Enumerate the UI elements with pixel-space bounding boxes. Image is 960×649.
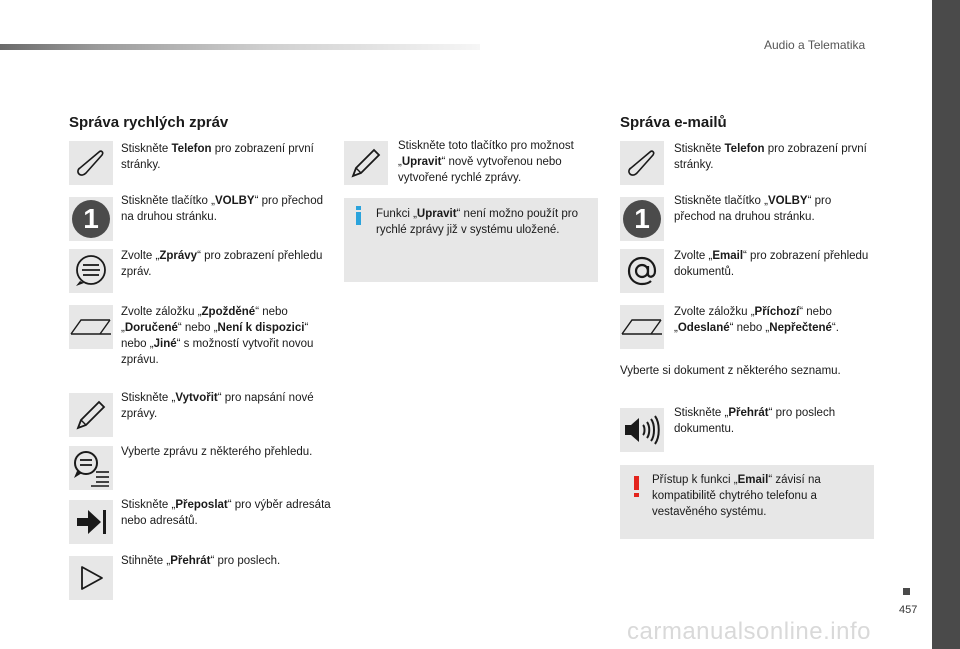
phone-icon-box bbox=[69, 141, 113, 185]
text-segment: “ pro přechod na druhou stránku. bbox=[674, 195, 832, 223]
emphasis-term: VOLBY bbox=[767, 195, 808, 207]
text-segment: “ závisí na kompatibilitě chytrého telefonu a vestavěného systému. bbox=[652, 474, 821, 518]
text-segment: “ s možností vytvořit novou zprávu. bbox=[121, 338, 314, 366]
left-step-3-text bbox=[121, 248, 331, 280]
emphasis-term: Přehrát bbox=[170, 555, 211, 567]
speaker-icon-box bbox=[620, 408, 664, 452]
text-segment: “ pro poslech. bbox=[210, 555, 281, 567]
select-list-icon bbox=[71, 448, 111, 488]
pencil-icon bbox=[349, 146, 383, 180]
text-segment: “ není možno použít pro rychlé zprávy již v systému uložené. bbox=[376, 208, 578, 236]
text-segment: Stiskněte „ bbox=[121, 392, 176, 404]
warning-text bbox=[652, 472, 868, 520]
text-segment: Stiskněte „ bbox=[674, 407, 729, 419]
select-document-text: Vyberte si dokument z některého seznamu. bbox=[620, 365, 841, 377]
info-text bbox=[376, 206, 592, 238]
text-segment: Stiskněte bbox=[121, 143, 172, 155]
left-step-6-text bbox=[121, 444, 331, 460]
text-segment: Stiskněte „ bbox=[121, 499, 176, 511]
right-step-4-text bbox=[674, 304, 874, 336]
pencil-icon bbox=[74, 398, 108, 432]
play-icon bbox=[76, 563, 106, 593]
forward-icon bbox=[74, 507, 108, 537]
text-segment: Stihněte „ bbox=[121, 555, 171, 567]
edit-pencil-icon-box bbox=[344, 141, 388, 185]
left-step-8-text bbox=[121, 553, 331, 569]
pencil-icon-box bbox=[69, 393, 113, 437]
emphasis-term: Upravit bbox=[416, 208, 457, 220]
text-segment: “ pro přechod na druhou stránku. bbox=[121, 195, 323, 223]
text-segment: Zvolte záložku „ bbox=[121, 306, 202, 318]
right-step-1-text bbox=[674, 141, 874, 173]
text-segment: Zvolte „ bbox=[674, 250, 713, 262]
emphasis-term: Vytvořit bbox=[175, 392, 218, 404]
text-segment: Zvolte „ bbox=[121, 250, 160, 262]
play-icon-box bbox=[69, 556, 113, 600]
right-step-3-text bbox=[674, 248, 874, 280]
emphasis-term: Doručené bbox=[124, 322, 178, 334]
right-step-2-text bbox=[674, 193, 874, 225]
info-icon bbox=[356, 206, 361, 226]
phone-icon bbox=[74, 146, 108, 180]
step-number: 1 bbox=[623, 200, 661, 238]
text-segment: “. bbox=[831, 322, 839, 334]
emphasis-term: Není k dispozici bbox=[217, 322, 305, 334]
tab-icon-box bbox=[69, 305, 113, 349]
emphasis-term: Odeslané bbox=[677, 322, 730, 334]
left-step-7-text bbox=[121, 497, 331, 529]
emphasis-term: Nepřečtené bbox=[769, 322, 832, 334]
text-segment: Stiskněte toto tlačítko pro možnost „ bbox=[398, 140, 574, 168]
text-segment: Stiskněte tlačítko „ bbox=[674, 195, 768, 207]
phone-icon bbox=[625, 146, 659, 180]
emphasis-term: Telefon bbox=[171, 143, 212, 155]
emphasis-term: Upravit bbox=[401, 156, 442, 168]
header-gradient-rule bbox=[0, 44, 480, 50]
text-segment: “ pro napsání nové zprávy. bbox=[121, 392, 314, 420]
text-segment: “ pro poslech dokumentu. bbox=[674, 407, 836, 435]
text-segment: pro zobrazení první stránky. bbox=[121, 143, 314, 171]
watermark: carmanualsonline.info bbox=[627, 618, 871, 645]
text-segment: Přístup k funkci „ bbox=[652, 474, 738, 486]
speaker-icon bbox=[622, 414, 662, 446]
text-segment: Funkci „ bbox=[376, 208, 417, 220]
text-segment: “ nebo „ bbox=[121, 306, 288, 334]
emphasis-term: Příchozí bbox=[754, 306, 800, 318]
step-number: 1 bbox=[72, 200, 110, 238]
step-badge bbox=[620, 197, 664, 241]
step-badge bbox=[69, 197, 113, 241]
emphasis-term: Zprávy bbox=[159, 250, 198, 262]
text-segment: “ pro zobrazení přehledu zpráv. bbox=[121, 250, 323, 278]
section-title-quick-messages: Správa rychlých zpráv bbox=[69, 114, 229, 131]
left-step-2-text bbox=[121, 193, 331, 225]
left-step-4-text bbox=[121, 304, 333, 368]
left-step-1-text bbox=[121, 141, 331, 173]
messages-list-icon-box bbox=[69, 249, 113, 293]
emphasis-term: Email bbox=[737, 474, 769, 486]
text-segment: Vyberte zprávu z některého přehledu. bbox=[121, 446, 313, 458]
warning-icon bbox=[634, 476, 639, 498]
middle-step-text bbox=[398, 138, 596, 186]
text-segment: “ nebo „ bbox=[177, 322, 218, 334]
phone-icon-box bbox=[620, 141, 664, 185]
text-segment: “ nebo „ bbox=[121, 322, 309, 350]
emphasis-term: Telefon bbox=[724, 143, 765, 155]
text-segment: pro zobrazení první stránky. bbox=[674, 143, 867, 171]
page-marker bbox=[903, 588, 910, 595]
emphasis-term: VOLBY bbox=[214, 195, 255, 207]
left-step-5-text bbox=[121, 390, 331, 422]
emphasis-term: Jiné bbox=[153, 338, 177, 350]
tab-icon-box bbox=[620, 305, 664, 349]
right-play-step-text bbox=[674, 405, 874, 437]
emphasis-term: Email bbox=[712, 250, 744, 262]
forward-icon-box bbox=[69, 500, 113, 544]
page-number: 457 bbox=[899, 604, 918, 616]
messages-list-icon bbox=[73, 253, 109, 289]
text-segment: “ nově vytvořenou nebo vytvořené rychlé zprávy. bbox=[398, 156, 562, 184]
emphasis-term: Přehrát bbox=[728, 407, 769, 419]
tab-icon bbox=[70, 317, 112, 337]
at-icon bbox=[624, 253, 660, 289]
side-bar bbox=[932, 0, 960, 649]
text-segment: “ pro výběr adresáta nebo adresátů. bbox=[121, 499, 331, 527]
emphasis-term: Přeposlat bbox=[175, 499, 228, 511]
text-segment: “ pro zobrazení přehledu dokumentů. bbox=[674, 250, 869, 278]
header-title: Audio a Telematika bbox=[764, 38, 866, 52]
text-segment: Stiskněte bbox=[674, 143, 725, 155]
text-segment: Zvolte záložku „ bbox=[674, 306, 755, 318]
at-icon-box bbox=[620, 249, 664, 293]
text-segment: Stiskněte tlačítko „ bbox=[121, 195, 215, 207]
tab-icon bbox=[621, 317, 663, 337]
select-list-icon-box bbox=[69, 446, 113, 490]
section-title-emails: Správa e-mailů bbox=[620, 114, 727, 131]
text-segment: “ nebo „ bbox=[729, 322, 770, 334]
emphasis-term: Zpožděné bbox=[201, 306, 256, 318]
text-segment: “ nebo „ bbox=[674, 306, 832, 334]
